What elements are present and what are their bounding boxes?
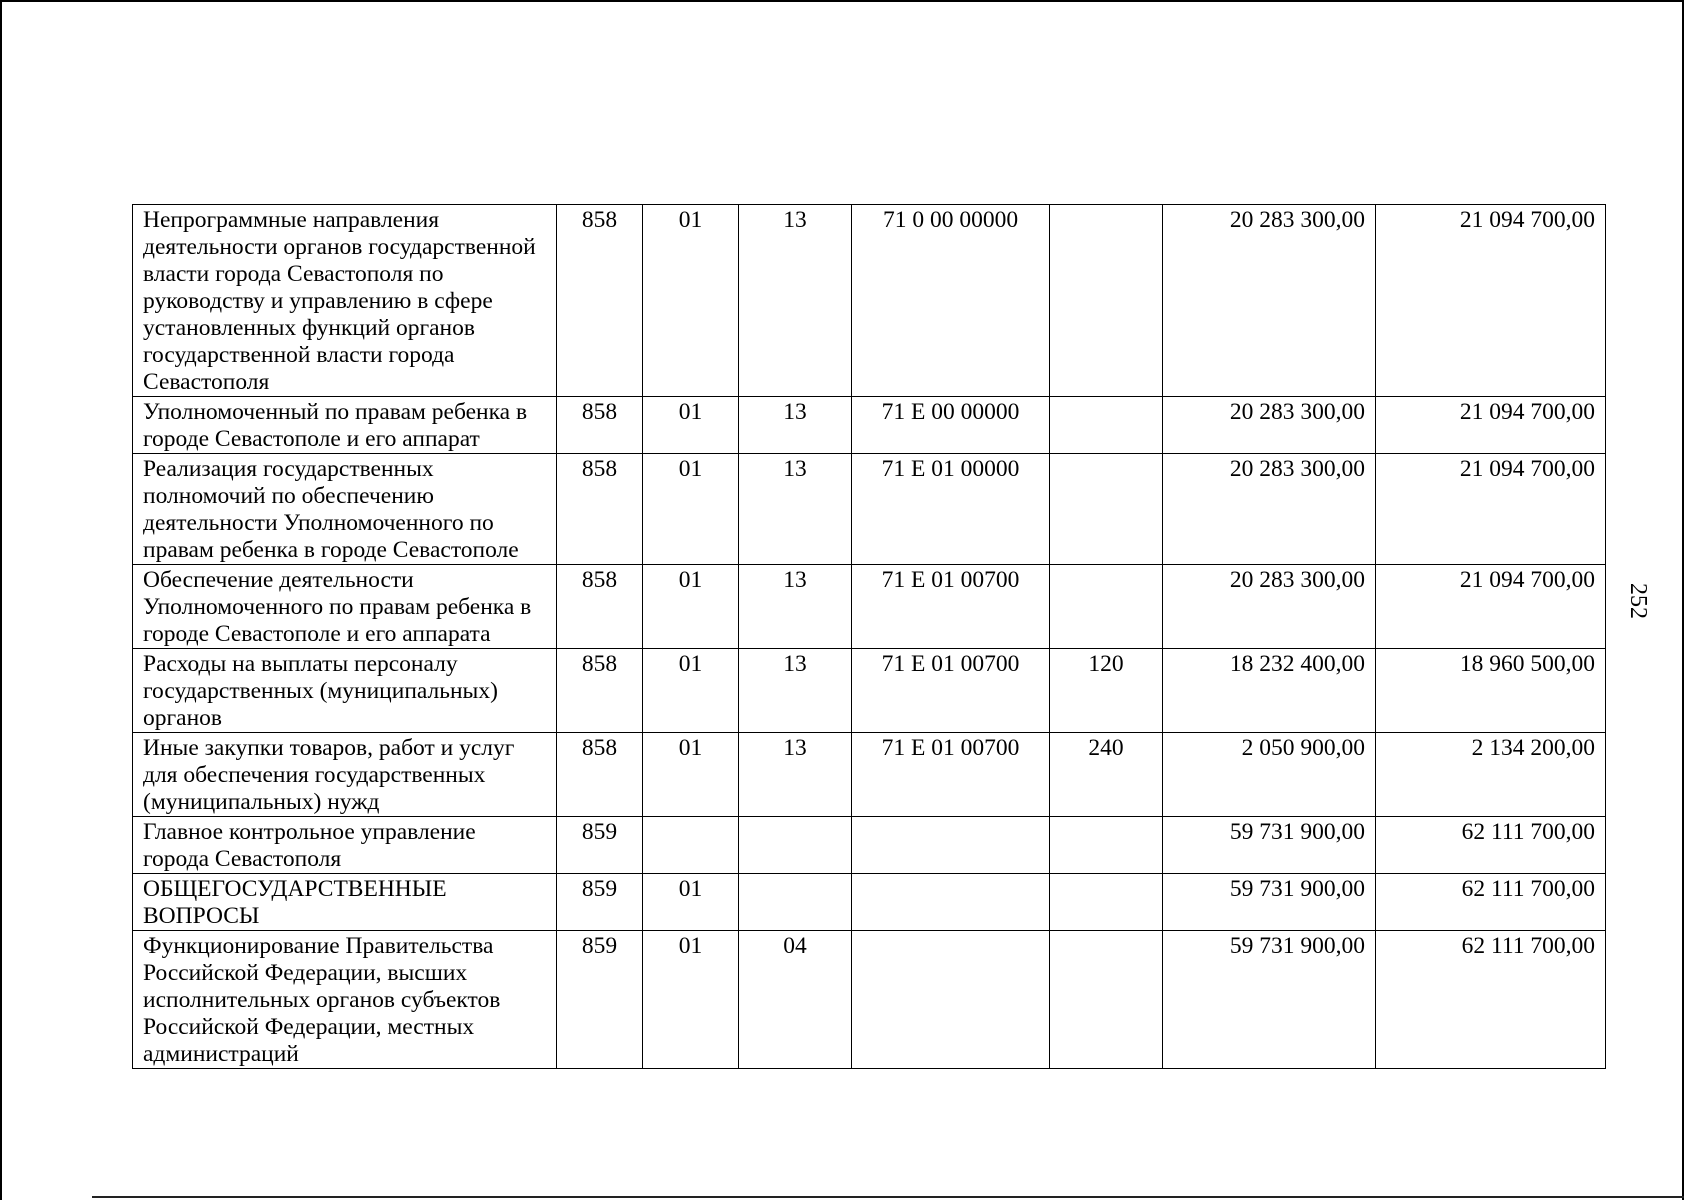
- row-code-2: 01: [643, 931, 739, 1069]
- row-code-4: 71 Е 00 00000: [852, 397, 1050, 454]
- row-code-2: 01: [643, 649, 739, 733]
- row-code-4: [852, 817, 1050, 874]
- row-sum-1: 20 283 300,00: [1163, 205, 1376, 397]
- row-code-3: 13: [739, 397, 852, 454]
- row-code-5: [1050, 454, 1163, 565]
- row-code-5: [1050, 397, 1163, 454]
- row-code-4: 71 Е 01 00700: [852, 565, 1050, 649]
- row-sum-1: 20 283 300,00: [1163, 397, 1376, 454]
- row-sum-1: 20 283 300,00: [1163, 565, 1376, 649]
- row-sum-2: 62 111 700,00: [1376, 817, 1606, 874]
- row-sum-2: 21 094 700,00: [1376, 397, 1606, 454]
- row-code-2: 01: [643, 454, 739, 565]
- page-border-top: [0, 0, 1684, 2]
- page-number: 252: [1625, 583, 1651, 619]
- row-code-1: 858: [557, 205, 643, 397]
- table-row: [133, 874, 1606, 931]
- row-code-5: [1050, 874, 1163, 931]
- row-code-3: 13: [739, 454, 852, 565]
- row-code-3: 13: [739, 205, 852, 397]
- row-code-2: [643, 817, 739, 874]
- row-code-5: [1050, 931, 1163, 1069]
- row-name: Главное контрольное управление города Севастополя: [133, 817, 557, 874]
- row-code-5: [1050, 565, 1163, 649]
- row-name: Расходы на выплаты персоналу государственных (муниципальных) органов: [133, 649, 557, 733]
- row-code-1: 858: [557, 649, 643, 733]
- row-code-1: 858: [557, 454, 643, 565]
- row-code-5: 240: [1050, 733, 1163, 817]
- page-border-bottom: [92, 1196, 1684, 1198]
- row-code-2: 01: [643, 205, 739, 397]
- row-name: Реализация государственных полномочий по обеспечению деятельности Уполномоченного по правам ребенка в городе Севастополе: [133, 454, 557, 565]
- row-code-4: 71 Е 01 00700: [852, 649, 1050, 733]
- row-name: Непрограммные направления деятельности органов государственной власти города Севастополя по руководству и управлению в сфере установленных функций органов государственной власти города Севастополя: [133, 205, 557, 397]
- row-sum-2: 62 111 700,00: [1376, 874, 1606, 931]
- row-code-5: [1050, 817, 1163, 874]
- row-code-4: 71 Е 01 00700: [852, 733, 1050, 817]
- row-code-4: 71 0 00 00000: [852, 205, 1050, 397]
- row-code-2: 01: [643, 397, 739, 454]
- row-code-1: 859: [557, 931, 643, 1069]
- row-sum-1: 59 731 900,00: [1163, 817, 1376, 874]
- row-code-1: 858: [557, 733, 643, 817]
- page-border-left: [0, 0, 2, 1200]
- row-name: Обеспечение деятельности Уполномоченного по правам ребенка в городе Севастополе и его аппарата: [133, 565, 557, 649]
- row-sum-2: 21 094 700,00: [1376, 454, 1606, 565]
- row-code-3: 13: [739, 565, 852, 649]
- row-code-5: [1050, 205, 1163, 397]
- row-code-2: 01: [643, 733, 739, 817]
- table-row: [133, 649, 1606, 733]
- row-name: Функционирование Правительства Российской Федерации, высших исполнительных органов субъектов Российской Федерации, местных администраций: [133, 931, 557, 1069]
- row-name: Иные закупки товаров, работ и услуг для обеспечения государственных (муниципальных) нужд: [133, 733, 557, 817]
- row-code-1: 859: [557, 874, 643, 931]
- row-sum-1: 20 283 300,00: [1163, 454, 1376, 565]
- table-row: [133, 931, 1606, 1069]
- row-code-1: 859: [557, 817, 643, 874]
- row-name: Уполномоченный по правам ребенка в городе Севастополе и его аппарат: [133, 397, 557, 454]
- table-row: [133, 817, 1606, 874]
- row-code-2: 01: [643, 874, 739, 931]
- row-code-4: 71 Е 01 00000: [852, 454, 1050, 565]
- row-code-4: [852, 874, 1050, 931]
- row-code-1: 858: [557, 565, 643, 649]
- row-code-3: [739, 874, 852, 931]
- table-row: [133, 397, 1606, 454]
- table-row: [133, 454, 1606, 565]
- row-code-5: 120: [1050, 649, 1163, 733]
- row-sum-2: 18 960 500,00: [1376, 649, 1606, 733]
- row-sum-2: 21 094 700,00: [1376, 565, 1606, 649]
- row-code-3: [739, 817, 852, 874]
- row-code-1: 858: [557, 397, 643, 454]
- row-sum-1: 59 731 900,00: [1163, 931, 1376, 1069]
- budget-table: [132, 204, 1606, 1069]
- row-sum-2: 62 111 700,00: [1376, 931, 1606, 1069]
- row-code-3: 04: [739, 931, 852, 1069]
- row-code-4: [852, 931, 1050, 1069]
- row-code-3: 13: [739, 733, 852, 817]
- row-sum-1: 18 232 400,00: [1163, 649, 1376, 733]
- row-sum-1: 59 731 900,00: [1163, 874, 1376, 931]
- row-sum-2: 2 134 200,00: [1376, 733, 1606, 817]
- table-row: [133, 565, 1606, 649]
- table-row: [133, 205, 1606, 397]
- table-row: [133, 733, 1606, 817]
- row-code-2: 01: [643, 565, 739, 649]
- row-sum-2: 21 094 700,00: [1376, 205, 1606, 397]
- row-code-3: 13: [739, 649, 852, 733]
- row-sum-1: 2 050 900,00: [1163, 733, 1376, 817]
- row-name: ОБЩЕГОСУДАРСТВЕННЫЕ ВОПРОСЫ: [133, 874, 557, 931]
